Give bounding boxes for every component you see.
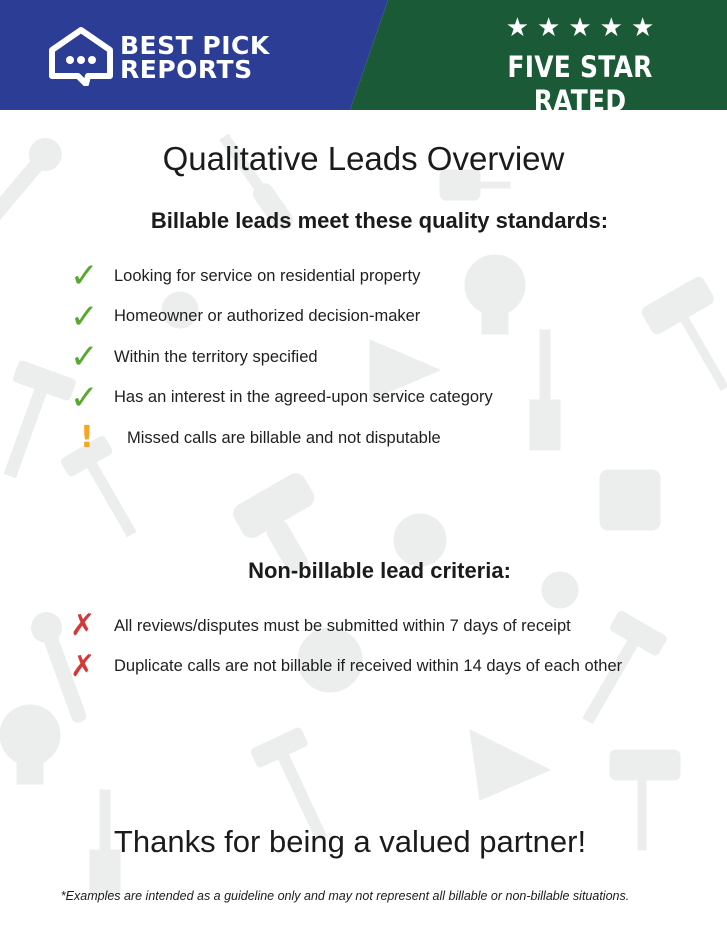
page-title: Qualitative Leads Overview xyxy=(162,140,565,177)
house-chat-icon xyxy=(48,26,114,86)
list-item xyxy=(70,337,493,378)
checkmark-icon: ✓ xyxy=(70,337,99,378)
x-mark-icon: ✗ xyxy=(70,648,96,684)
non-billable-list xyxy=(70,606,622,687)
star-icon: ★ xyxy=(537,13,561,43)
star-row xyxy=(448,14,712,42)
x-mark-icon: ✗ xyxy=(70,608,96,644)
list-item xyxy=(70,297,493,338)
list-item xyxy=(70,378,493,419)
list-item-text: Duplicate calls are not billable if received within 14 days of each other xyxy=(114,657,623,676)
main-content xyxy=(0,110,727,929)
star-icon: ★ xyxy=(630,13,655,43)
list-item-text: Within the territory specified xyxy=(114,347,318,366)
list-item-text: Looking for service on residential property xyxy=(114,266,421,285)
list-item-text: Has an interest in the agreed-upon service category xyxy=(114,388,493,407)
list-item xyxy=(70,256,493,297)
list-item-text: Missed calls are billable and not disputable xyxy=(127,428,441,447)
footnote: *Examples are intended as a guideline only and may not represent all billable or non-billable situations. xyxy=(60,889,630,903)
list-item xyxy=(70,647,622,688)
star-icon: ★ xyxy=(599,13,623,43)
exclamation-icon: ! xyxy=(80,420,94,456)
brand-line-1: BEST PICK xyxy=(120,31,270,60)
best-pick-reports-logo xyxy=(48,26,288,86)
checkmark-icon: ✓ xyxy=(70,377,99,418)
star-icon: ★ xyxy=(568,13,592,43)
non-billable-heading: Non-billable lead criteria: xyxy=(248,558,511,583)
list-item xyxy=(70,418,493,459)
billable-heading: Billable leads meet these quality standards: xyxy=(150,208,609,233)
list-item-text: All reviews/disputes must be submitted within 7 days of receipt xyxy=(114,616,571,635)
checkmark-icon: ✓ xyxy=(70,296,99,337)
brand-line-2: REPORTS xyxy=(120,55,253,84)
star-icon: ★ xyxy=(505,13,530,43)
list-item-text: Homeowner or authorized decision-maker xyxy=(114,307,421,326)
five-star-rating xyxy=(448,14,712,118)
list-item xyxy=(70,606,622,647)
page-header xyxy=(0,0,727,118)
checkmark-icon: ✓ xyxy=(70,256,99,297)
brand-name xyxy=(120,31,270,84)
billable-list xyxy=(70,256,493,459)
thanks-message: Thanks for being a valued partner! xyxy=(113,824,587,859)
rating-label: FIVE STAR RATED xyxy=(507,50,653,118)
